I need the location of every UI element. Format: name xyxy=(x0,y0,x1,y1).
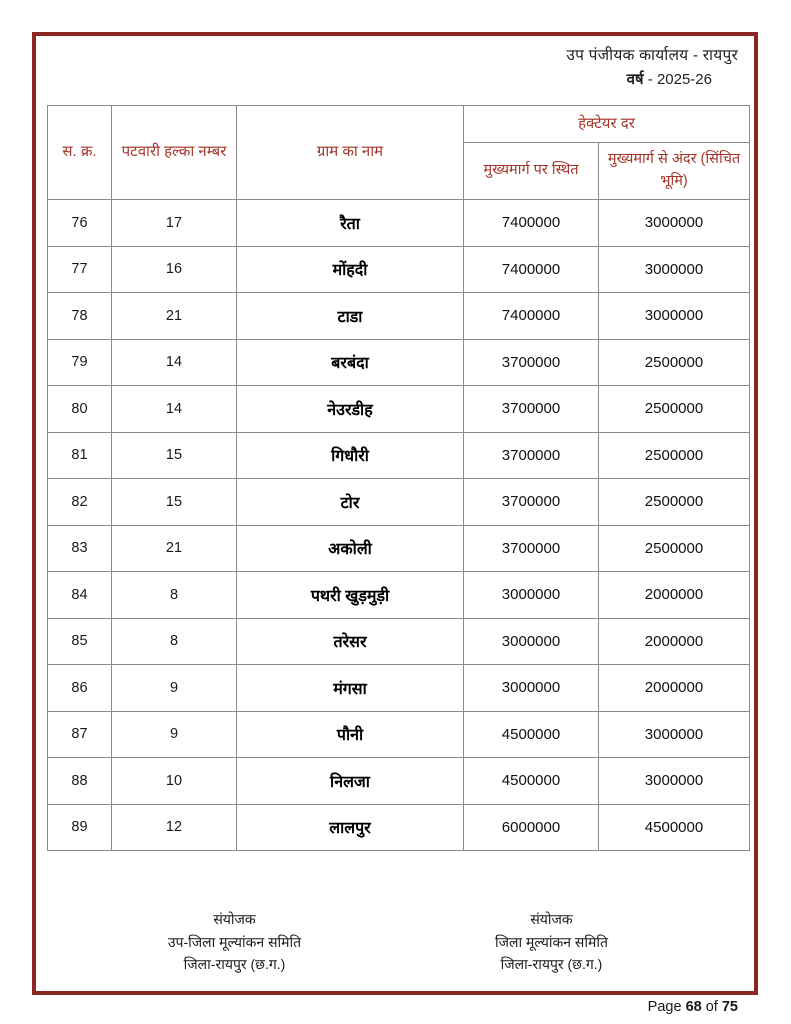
column-header-village-name: ग्राम का नाम xyxy=(237,106,464,200)
cell-rate-inner-irrigated: 2000000 xyxy=(599,665,750,712)
cell-village-name: मोंहदी xyxy=(237,246,464,293)
cell-halka-number: 10 xyxy=(112,758,237,805)
cell-rate-inner-irrigated: 3000000 xyxy=(599,711,750,758)
cell-village-name: बरबंदा xyxy=(237,339,464,386)
cell-serial-number: 87 xyxy=(48,711,112,758)
cell-rate-on-main-road: 3000000 xyxy=(464,618,599,665)
cell-serial-number: 81 xyxy=(48,432,112,479)
page-current-number: 68 xyxy=(685,999,702,1015)
cell-rate-inner-irrigated: 2000000 xyxy=(599,618,750,665)
cell-rate-inner-irrigated: 3000000 xyxy=(599,200,750,247)
cell-rate-on-main-road: 6000000 xyxy=(464,804,599,851)
cell-rate-inner-irrigated: 2500000 xyxy=(599,479,750,526)
column-header-hectare-rate: हेक्टेयर दर xyxy=(464,106,750,143)
cell-rate-inner-irrigated: 3000000 xyxy=(599,293,750,340)
cell-village-name: टाडा xyxy=(237,293,464,340)
cell-rate-on-main-road: 3000000 xyxy=(464,665,599,712)
table-row xyxy=(48,525,750,572)
cell-rate-on-main-road: 3700000 xyxy=(464,479,599,526)
office-title: उप पंजीयक कार्यालय - रायपुर xyxy=(566,47,738,64)
table-head xyxy=(48,106,750,200)
rates-table-container xyxy=(47,105,741,851)
year-separator: - xyxy=(647,71,653,89)
cell-serial-number: 82 xyxy=(48,479,112,526)
table-row xyxy=(48,479,750,526)
cell-village-name: पथरी खुड़मुड़ी xyxy=(237,572,464,619)
signature-role-left: संयोजक xyxy=(213,911,256,927)
table-row xyxy=(48,711,750,758)
cell-halka-number: 8 xyxy=(112,618,237,665)
cell-village-name: अकोली xyxy=(237,525,464,572)
column-header-inner-from-main-road: मुख्यमार्ग से अंदर (सिंचित भूमि) xyxy=(599,143,750,200)
cell-rate-inner-irrigated: 2500000 xyxy=(599,339,750,386)
cell-halka-number: 14 xyxy=(112,386,237,433)
cell-serial-number: 89 xyxy=(48,804,112,851)
cell-rate-on-main-road: 4500000 xyxy=(464,711,599,758)
cell-halka-number: 12 xyxy=(112,804,237,851)
signature-role-right: संयोजक xyxy=(530,911,573,927)
cell-rate-inner-irrigated: 2000000 xyxy=(599,572,750,619)
page-prefix-label: Page xyxy=(647,999,682,1015)
page-of-label: of xyxy=(705,999,718,1015)
cell-village-name: रैता xyxy=(237,200,464,247)
cell-serial-number: 77 xyxy=(48,246,112,293)
cell-serial-number: 79 xyxy=(48,339,112,386)
cell-halka-number: 9 xyxy=(112,711,237,758)
page-number-footer xyxy=(648,999,738,1015)
cell-halka-number: 9 xyxy=(112,665,237,712)
cell-serial-number: 76 xyxy=(48,200,112,247)
page-content xyxy=(36,36,754,1015)
cell-halka-number: 14 xyxy=(112,339,237,386)
cell-rate-inner-irrigated: 2500000 xyxy=(599,386,750,433)
year-line xyxy=(36,69,738,91)
cell-serial-number: 86 xyxy=(48,665,112,712)
cell-halka-number: 17 xyxy=(112,200,237,247)
cell-halka-number: 15 xyxy=(112,479,237,526)
cell-serial-number: 83 xyxy=(48,525,112,572)
column-header-patwari-halka-number: पटवारी हल्का नम्बर xyxy=(112,106,237,200)
cell-village-name: लालपुर xyxy=(237,804,464,851)
cell-serial-number: 78 xyxy=(48,293,112,340)
cell-serial-number: 84 xyxy=(48,572,112,619)
cell-halka-number: 8 xyxy=(112,572,237,619)
cell-village-name: मंगसा xyxy=(237,665,464,712)
table-header-row-top xyxy=(48,106,750,143)
document-header xyxy=(36,36,754,91)
table-row xyxy=(48,200,750,247)
cell-serial-number: 85 xyxy=(48,618,112,665)
table-row xyxy=(48,665,750,712)
signature-committee-right: जिला मूल्यांकन समिति xyxy=(494,933,609,950)
column-header-on-main-road: मुख्यमार्ग पर स्थित xyxy=(464,143,599,200)
cell-rate-inner-irrigated: 3000000 xyxy=(599,758,750,805)
document-page xyxy=(32,32,758,1015)
cell-rate-on-main-road: 7400000 xyxy=(464,293,599,340)
cell-rate-on-main-road: 3700000 xyxy=(464,386,599,433)
cell-rate-on-main-road: 3700000 xyxy=(464,339,599,386)
table-row xyxy=(48,339,750,386)
column-header-serial-number: स. क्र. xyxy=(48,106,112,200)
rates-table xyxy=(47,105,750,851)
table-row xyxy=(48,618,750,665)
cell-village-name: पौनी xyxy=(237,711,464,758)
signature-block-sub-district xyxy=(76,908,393,976)
year-label: वर्ष xyxy=(626,71,644,89)
cell-rate-on-main-road: 4500000 xyxy=(464,758,599,805)
signature-committee-left: उप-जिला मूल्यांकन समिति xyxy=(167,933,302,950)
cell-rate-inner-irrigated: 2500000 xyxy=(599,432,750,479)
cell-halka-number: 21 xyxy=(112,293,237,340)
cell-village-name: टोर xyxy=(237,479,464,526)
cell-village-name: निलजा xyxy=(237,758,464,805)
cell-village-name: तरेसर xyxy=(237,618,464,665)
cell-halka-number: 16 xyxy=(112,246,237,293)
cell-village-name: गिधौरी xyxy=(237,432,464,479)
table-body xyxy=(48,200,750,851)
signature-district-left: जिला-रायपुर (छ.ग.) xyxy=(183,956,286,973)
signature-block-district xyxy=(393,908,710,976)
table-row xyxy=(48,572,750,619)
cell-rate-on-main-road: 3000000 xyxy=(464,572,599,619)
cell-rate-inner-irrigated: 3000000 xyxy=(599,246,750,293)
cell-rate-on-main-road: 7400000 xyxy=(464,246,599,293)
page-total-number: 75 xyxy=(721,999,738,1015)
signature-district-right: जिला-रायपुर (छ.ग.) xyxy=(500,956,603,973)
cell-rate-on-main-road: 3700000 xyxy=(464,525,599,572)
cell-halka-number: 21 xyxy=(112,525,237,572)
cell-serial-number: 88 xyxy=(48,758,112,805)
table-row xyxy=(48,293,750,340)
cell-rate-inner-irrigated: 2500000 xyxy=(599,525,750,572)
table-row xyxy=(48,246,750,293)
table-row xyxy=(48,386,750,433)
cell-rate-on-main-road: 7400000 xyxy=(464,200,599,247)
cell-serial-number: 80 xyxy=(48,386,112,433)
cell-rate-inner-irrigated: 4500000 xyxy=(599,804,750,851)
table-row xyxy=(48,804,750,851)
year-value: 2025-26 xyxy=(656,71,712,89)
table-row xyxy=(48,432,750,479)
cell-village-name: नेउरडीह xyxy=(237,386,464,433)
table-row xyxy=(48,758,750,805)
cell-halka-number: 15 xyxy=(112,432,237,479)
signature-section xyxy=(36,908,754,976)
cell-rate-on-main-road: 3700000 xyxy=(464,432,599,479)
